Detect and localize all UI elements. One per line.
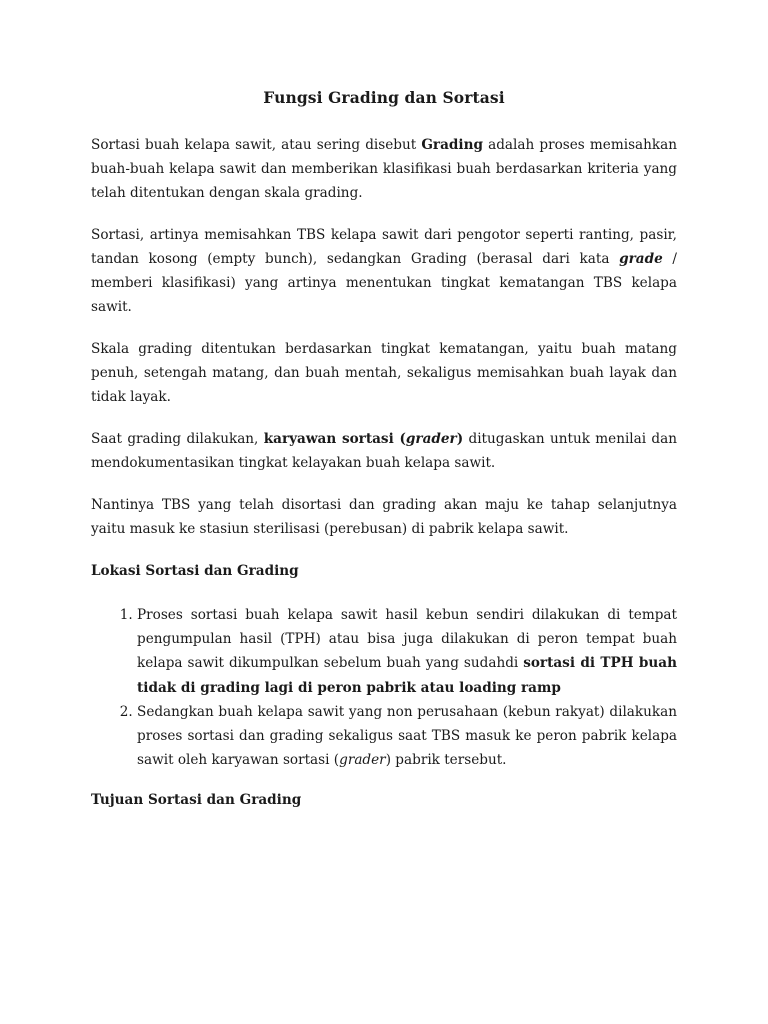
text-run: Sortasi, artinya memisahkan TBS kelapa sawit dari pengotor seperti ranting, pasir, tandan kosong (empty bunch), sedangkan Grading (berasal dari kata <box>91 227 677 267</box>
bold-term-karyawan-sortasi <box>264 431 463 447</box>
text-run: karyawan sortasi ( <box>263 431 406 447</box>
text-run: ) <box>456 431 464 447</box>
list-lokasi <box>91 603 677 772</box>
text-run: ditugaskan untuk menilai dan mendokumentasikan tingkat kelayakan buah kelapa sawit. <box>91 431 677 471</box>
text-run: Saat grading dilakukan, <box>91 431 264 447</box>
list-item <box>137 700 677 773</box>
document-page <box>91 88 677 832</box>
document-title: Fungsi Grading dan Sortasi <box>263 88 505 107</box>
section-heading-tujuan: Tujuan Sortasi dan Grading <box>91 792 302 809</box>
text-run: Proses sortasi buah kelapa sawit hasil kebun sendiri dilakukan di tempat pengumpulan hasil (TPH) atau bisa juga dilakukan di peron tempat buah kelapa sawit dikumpulkan sebelum buah yang sudahdi <box>137 607 677 672</box>
paragraph-grading-definition <box>91 133 677 205</box>
paragraph-grader-role <box>91 427 677 475</box>
text-run: Sedangkan buah kelapa sawit yang non perusahaan (kebun rakyat) dilakukan proses sortasi dan grading sekaligus saat TBS masuk ke peron pabrik kelapa sawit oleh karyawan sortasi ( <box>137 703 677 769</box>
list-item <box>137 603 677 700</box>
paragraph-next-stage: Nantinya TBS yang telah disortasi dan grading akan maju ke tahap selanjutnya yaitu masuk ke stasiun sterilisasi (perebusan) di pabrik kelapa sawit. <box>91 497 677 537</box>
section-heading-lokasi: Lokasi Sortasi dan Grading <box>91 563 299 579</box>
italic-term-grader: grader <box>339 752 386 769</box>
bold-term-grading: Grading <box>421 137 483 153</box>
text-run: adalah proses memisahkan buah-buah kelapa sawit dan memberikan klasifikasi buah berdasarkan kriteria yang telah ditentukan dengan skala grading. <box>91 137 677 201</box>
paragraph-sortasi-meaning <box>91 223 677 319</box>
text-run: / memberi klasifikasi) yang artinya menentukan tingkat kematangan TBS kelapa sawit. <box>91 251 678 315</box>
italic-term-grader: grader <box>405 431 457 447</box>
bold-italic-term-grade: grade <box>619 251 663 267</box>
paragraph-grading-scale: Skala grading ditentukan berdasarkan tingkat kematangan, yaitu buah matang penuh, setengah matang, dan buah mentah, sekaligus memisahkan buah layak dan tidak layak. <box>91 341 677 405</box>
text-run: Sortasi buah kelapa sawit, atau sering disebut <box>91 137 422 153</box>
text-run: ) pabrik tersebut. <box>385 752 507 769</box>
bold-text-run: sortasi di TPH buah tidak di grading lagi di peron pabrik atau loading ramp <box>137 655 677 696</box>
